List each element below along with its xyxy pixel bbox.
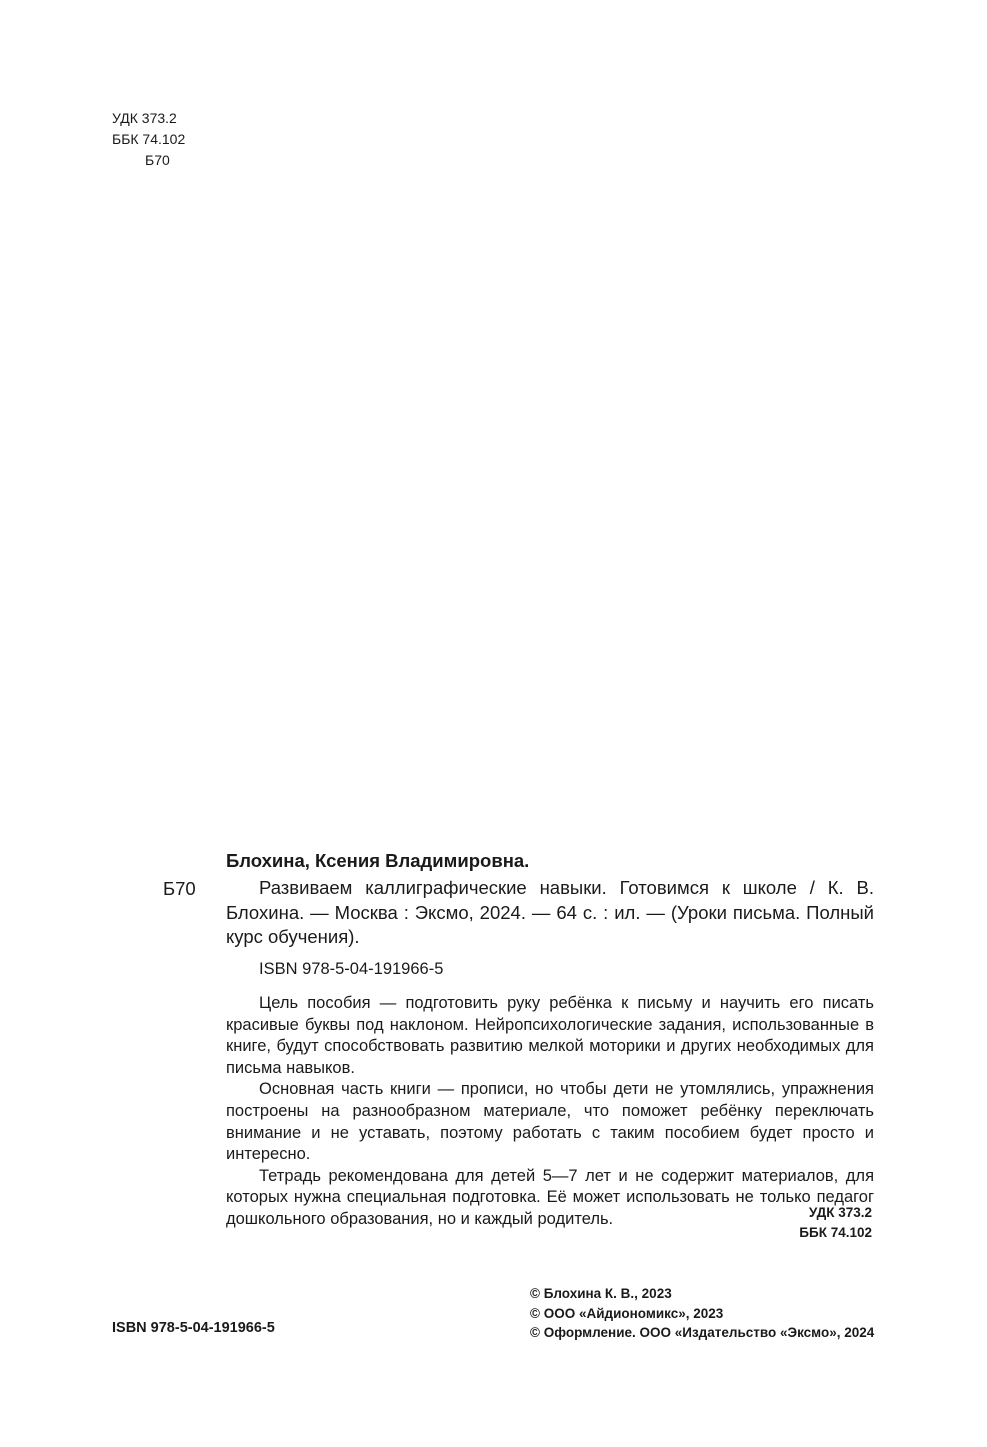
- catalog-author-mark: Б70: [163, 878, 196, 899]
- udk-code: УДК 373.2: [112, 110, 177, 126]
- citation-text: Развиваем каллиграфические навыки. Готовимся к школе / К. В. Блохина. — Москва : Эксмо, 2024. — 64 с. : ил. — (Уроки письма. Полный курс обучения).: [226, 877, 874, 947]
- annotation: [226, 993, 874, 1231]
- annotation-paragraph: Цель пособия — подготовить руку ребёнка к письму и научить его писать красивые буквы под наклоном. Нейропсихологические задания, использованные в книге, будут способствовать развитию мелкой моторики и других необходимых для письма навыков.: [226, 994, 874, 1077]
- annotation-paragraph: Основная часть книги — прописи, но чтобы дети не утомлялись, упражнения построены на разнообразном материале, что поможет ребёнку переключать внимание и не уставать, поэтому работать с таким пособием будет просто и интересно.: [226, 1080, 874, 1164]
- copyright-block: [530, 1284, 874, 1343]
- author-heading: Блохина, Ксения Владимировна.: [226, 850, 530, 871]
- copyright-line: © Оформление. ООО «Издательство «Эксмо», 2024: [530, 1325, 875, 1340]
- catalog-isbn: ISBN 978-5-04-191966-5: [259, 960, 444, 978]
- top-classification-codes: [112, 108, 185, 171]
- annotation-paragraph: Тетрадь рекомендована для детей 5—7 лет и не содержит материалов, для которых нужна специальная подготовка. Её может использовать не только педагог дошкольного образования, но и каждый родитель.: [226, 1166, 874, 1228]
- bbk-code: ББК 74.102: [112, 131, 186, 147]
- copyright-line: © Блохина К. В., 2023: [530, 1286, 672, 1301]
- udk-code-right: УДК 373.2: [808, 1205, 872, 1220]
- right-classification-codes: [760, 1203, 872, 1242]
- copyright-line: © ООО «Айдиономикс», 2023: [530, 1305, 724, 1321]
- author-mark: Б70: [145, 152, 170, 168]
- bbk-code-right: ББК 74.102: [799, 1224, 872, 1240]
- bottom-isbn: ISBN 978-5-04-191966-5: [112, 1320, 275, 1336]
- bibliographic-citation: [226, 876, 874, 950]
